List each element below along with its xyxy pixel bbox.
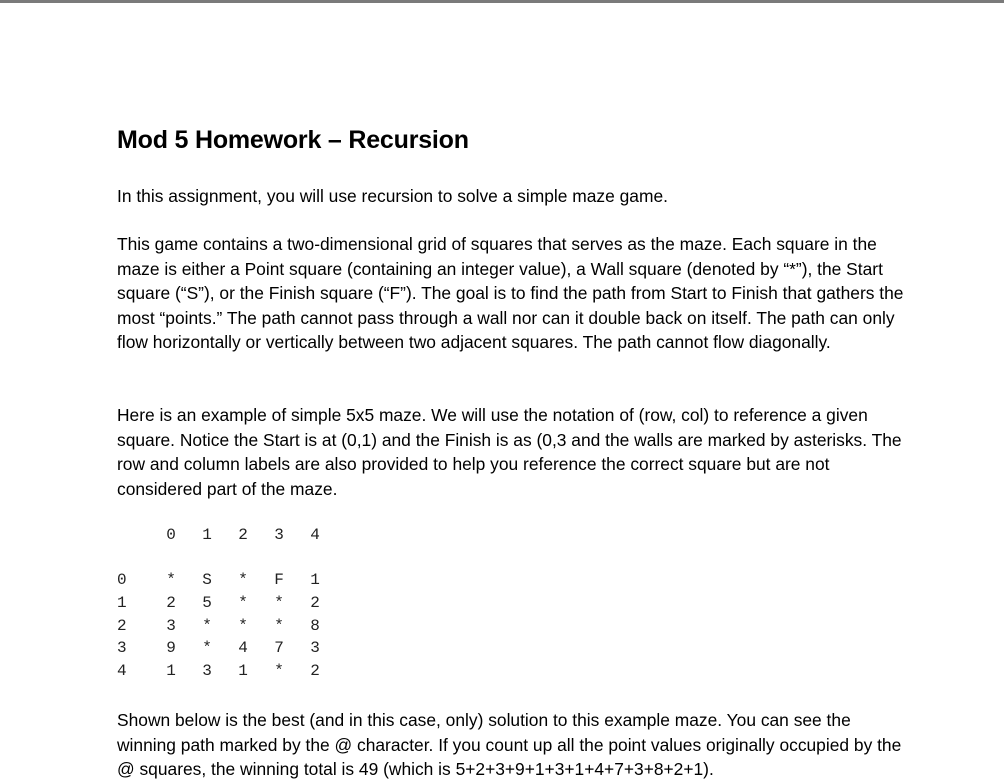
maze-col-label: 2: [238, 526, 248, 544]
page-title: Mod 5 Homework – Recursion: [117, 126, 469, 154]
maze-cell: 1: [310, 571, 320, 589]
maze-cell: 3: [310, 639, 320, 657]
maze-cell: 4: [238, 639, 248, 657]
maze-row-label: 2: [117, 617, 127, 635]
maze-cell: *: [238, 594, 248, 612]
maze-col-label: 1: [202, 526, 212, 544]
maze-cell: 2: [310, 594, 320, 612]
maze-cell: 3: [202, 662, 212, 680]
maze-cell: *: [202, 639, 212, 657]
maze-col-label: 4: [310, 526, 320, 544]
maze-cell: *: [166, 571, 176, 589]
maze-cell: *: [274, 662, 284, 680]
maze-cell: 2: [166, 594, 176, 612]
maze-cell: 2: [310, 662, 320, 680]
maze-cell: 7: [274, 639, 284, 657]
maze-col-label: 3: [274, 526, 284, 544]
maze-row-label: 0: [117, 571, 127, 589]
intro-paragraph: In this assignment, you will use recursion to solve a simple maze game.: [117, 186, 668, 206]
maze-cell: *: [274, 594, 284, 612]
maze-col-label: 0: [166, 526, 176, 544]
maze-row-label: 4: [117, 662, 127, 680]
maze-cell: 8: [310, 617, 320, 635]
maze-cell: 1: [238, 662, 248, 680]
maze-cell: 3: [166, 617, 176, 635]
maze-cell: 1: [166, 662, 176, 680]
solution-paragraph: Shown below is the best (and in this case, only) solution to this example maze. You can see the winning path marked by the @ character. If you count up all the point values originally occupied by the @ squares, the winning total is 49 (which is 5+2+3+9+1+3+1+4+7+3+8+2+1).: [117, 710, 902, 779]
maze-cell: 9: [166, 639, 176, 657]
maze-cell: F: [274, 571, 284, 589]
maze-cell: *: [238, 571, 248, 589]
maze-cell: 5: [202, 594, 212, 612]
maze-cell: S: [202, 571, 212, 589]
maze-cell: *: [274, 617, 284, 635]
maze-cell: *: [238, 617, 248, 635]
maze-row-label: 1: [117, 594, 127, 612]
example-paragraph: Here is an example of simple 5x5 maze. We will use the notation of (row, col) to reference a given square. Notice the Start is at (0,1) and the Finish is as (0,3 and the walls are marked by asterisks. The row and column labels are also provided to help you reference the correct square but are not considered part of the maze.: [117, 405, 902, 499]
page-top-border: [0, 0, 1004, 3]
maze-cell: *: [202, 617, 212, 635]
rules-paragraph: This game contains a two-dimensional grid of squares that serves as the maze. Each square in the maze is either a Point square (containing an integer value), a Wall square (denoted by “*”), the Start square (“S”), or the Finish square (“F”). The goal is to find the path from Start to Finish that gathers the most “points.” The path cannot pass through a wall nor can it double back on itself. The path can only flow horizontally or vertically between two adjacent squares. The path cannot flow diagonally.: [117, 234, 904, 352]
maze-row-label: 3: [117, 639, 127, 657]
